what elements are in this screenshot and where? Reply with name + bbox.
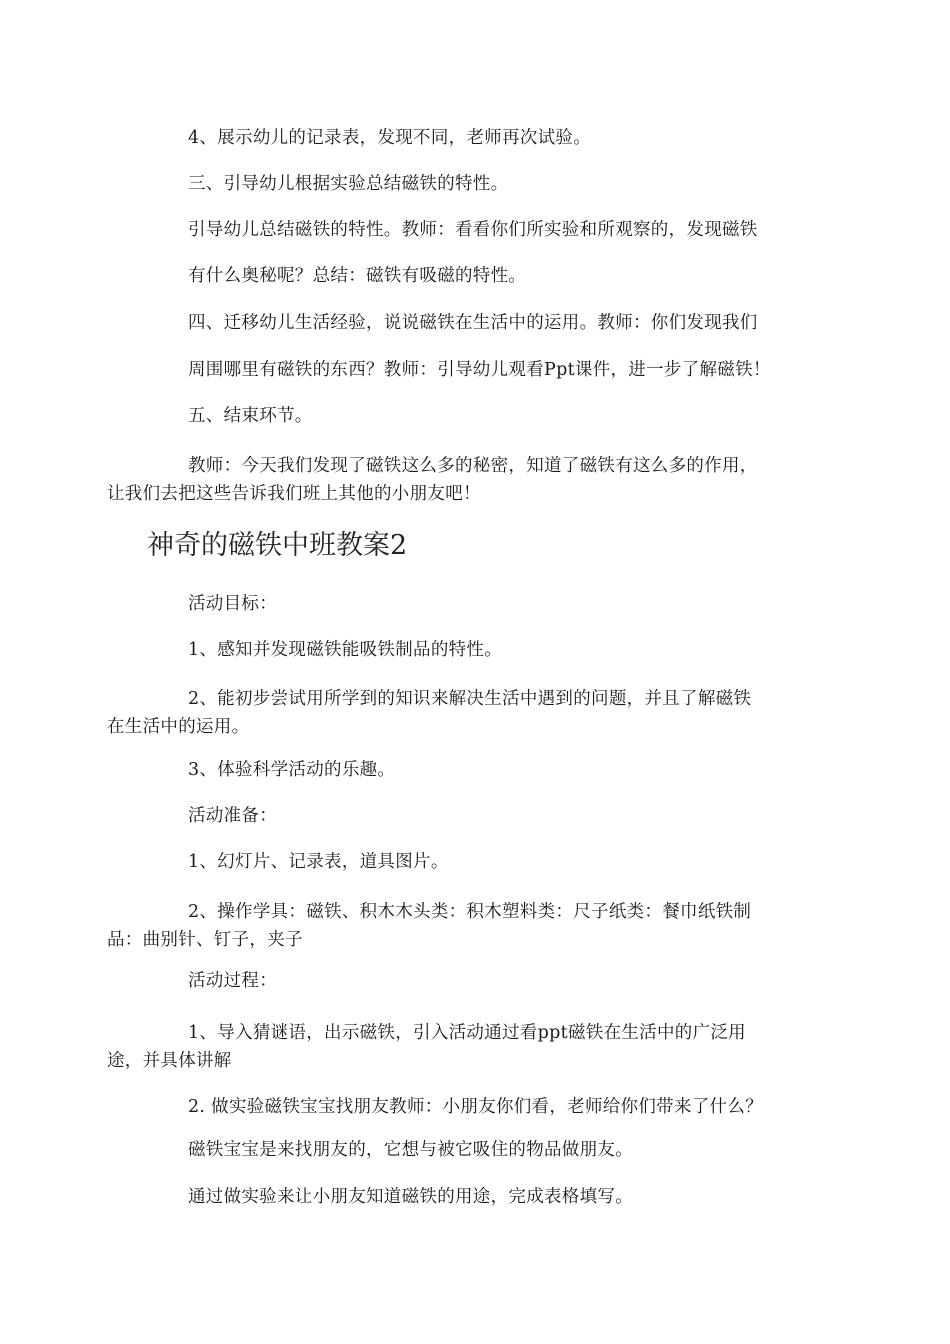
paragraph-step-five-heading: 五、结束环节。 (188, 406, 313, 426)
section-title: 神奇的磁铁中班教案2 (147, 530, 408, 561)
preparation-item-2-line-2: 品：曲别针、钉子，夹子 (107, 930, 303, 950)
paragraph-show-records: 4、展示幼儿的记录表，发现不同，老师再次试验。 (188, 128, 592, 148)
goal-item-2-line-2: 在生活中的运用。 (107, 717, 250, 737)
process-step-2-paragraph-3: 通过做实验来让小朋友知道磁铁的用途，完成表格填写。 (188, 1187, 633, 1207)
process-step-2-paragraph-2: 磁铁宝宝是来找朋友的，它想与被它吸住的物品做朋友。 (188, 1140, 633, 1160)
preparation-label: 活动准备： (188, 806, 277, 826)
paragraph-closing-line-1: 教师：今天我们发现了磁铁这么多的秘密，知道了磁铁有这么多的作用， (188, 456, 758, 476)
paragraph-step-three-heading: 三、引导幼儿根据实验总结磁铁的特性。 (188, 174, 509, 194)
goal-item-1: 1、感知并发现磁铁能吸铁制品的特性。 (188, 640, 503, 660)
process-label: 活动过程： (188, 971, 277, 991)
paragraph-summary-line-1: 引导幼儿总结磁铁的特性。教师：看看你们所实验和所观察的，发现磁铁 (188, 220, 758, 240)
paragraph-closing-line-2: 让我们去把这些告诉我们班上其他的小朋友吧！ (107, 484, 481, 504)
paragraph-summary-line-2: 有什么奥秘呢？总结：磁铁有吸磁的特性。 (188, 266, 527, 286)
process-step-1-line-2: 途，并具体讲解 (107, 1051, 232, 1071)
goal-item-2-line-1: 2、能初步尝试用所学到的知识来解决生活中遇到的问题，并且了解磁铁 (188, 689, 752, 709)
preparation-item-2-line-1: 2、操作学具：磁铁、积木木头类：积木塑料类：尺子纸类：餐巾纸铁制 (188, 902, 752, 922)
paragraph-step-four-line-1: 四、迁移幼儿生活经验，说说磁铁在生活中的运用。教师：你们发现我们 (188, 313, 758, 333)
goals-label: 活动目标： (188, 594, 277, 614)
process-step-2: 2. 做实验磁铁宝宝找朋友教师：小朋友你们看，老师给你们带来了什么？ (188, 1097, 763, 1117)
preparation-item-1: 1、幻灯片、记录表，道具图片。 (188, 852, 449, 872)
goal-item-3: 3、体验科学活动的乐趣。 (188, 760, 396, 780)
process-step-1-line-1: 1、导入猜谜语，出示磁铁，引入活动通过看ppt磁铁在生活中的广泛用 (188, 1023, 746, 1043)
paragraph-step-four-line-2: 周围哪里有磁铁的东西？教师：引导幼儿观看Ppt课件，进一步了解磁铁！ (188, 360, 771, 380)
